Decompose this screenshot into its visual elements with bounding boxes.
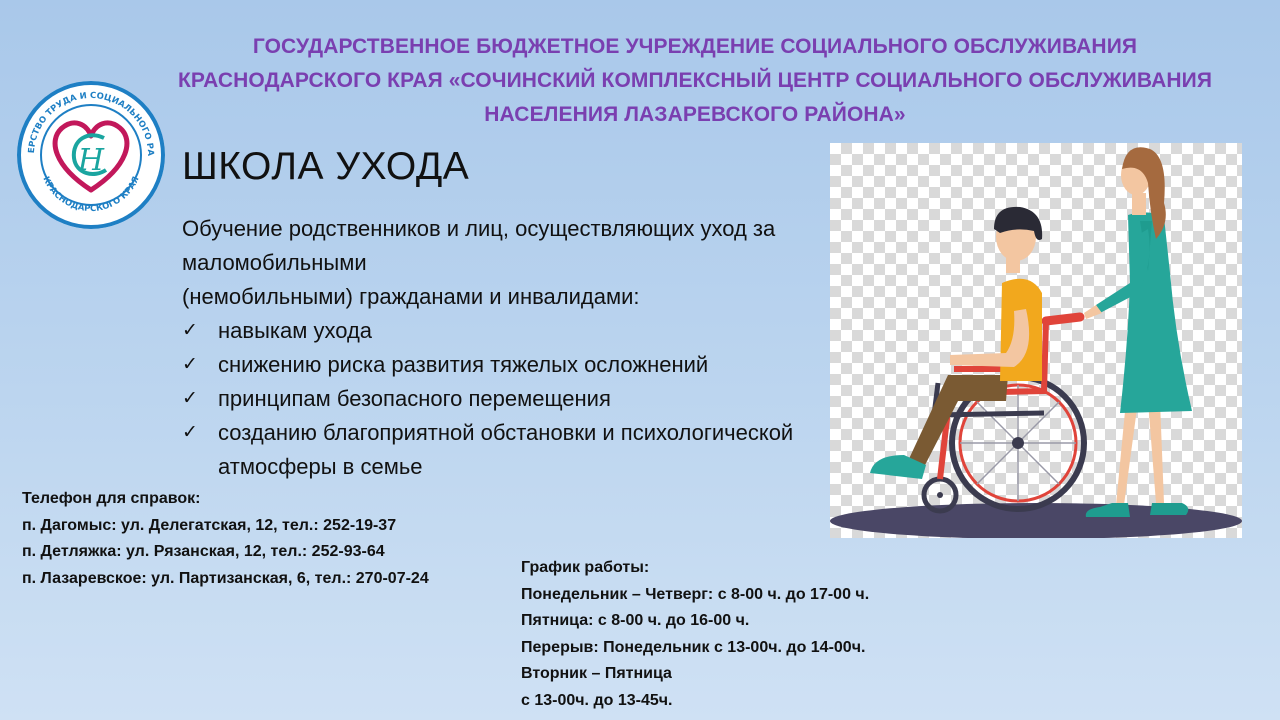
intro-text	[182, 212, 862, 314]
contact-item: п. Дагомыс: ул. Делегатская, 12, тел.: 252-19-37	[22, 516, 397, 534]
page-title: ШКОЛА УХОДА	[182, 145, 470, 188]
intro-line-3: (немобильными) гражданами и инвалидами:	[182, 284, 640, 309]
ministry-logo-icon	[14, 78, 168, 232]
contacts-heading: Телефон для справок:	[22, 490, 201, 507]
list-item	[182, 314, 882, 348]
intro-line-1: Обучение родственников и лиц, осуществляющих уход за	[182, 216, 776, 241]
schedule-block	[521, 555, 869, 714]
svg-text:Н: Н	[77, 143, 105, 178]
header-line-2: КРАСНОДАРСКОГО КРАЯ «СОЧИНСКИЙ КОМПЛЕКСНЫЙ ЦЕНТР СОЦИАЛЬНОГО ОБСЛУЖИВАНИЯ	[177, 69, 1213, 92]
list-item	[182, 382, 882, 416]
schedule-item: Перерыв: Понедельник с 13-00ч. до 14-00ч.	[521, 638, 866, 656]
contacts-block	[22, 486, 429, 592]
list-item	[182, 348, 882, 382]
list-item-text: атмосферы в семье	[218, 454, 423, 479]
check-icon: ✓	[182, 354, 198, 375]
check-icon: ✓	[182, 388, 198, 409]
header-line-3: НАСЕЛЕНИЯ ЛАЗАРЕВСКОГО РАЙОНА»	[484, 103, 906, 126]
svg-text:КРАСНОДАРСКОГО КРАЯ: КРАСНОДАРСКОГО КРАЯ	[40, 175, 142, 215]
schedule-item: Пятница: с 8-00 ч. до 16-00 ч.	[521, 612, 750, 629]
list-item	[182, 416, 882, 450]
check-icon: ✓	[182, 320, 198, 341]
schedule-item: Вторник – Пятница	[521, 665, 672, 682]
topics-list	[182, 314, 882, 484]
schedule-item: с 13-00ч. до 13-45ч.	[521, 691, 673, 709]
header-line-1: ГОСУДАРСТВЕННОЕ БЮДЖЕТНОЕ УЧРЕЖДЕНИЕ СОЦИАЛЬНОГО ОБСЛУЖИВАНИЯ	[252, 35, 1138, 58]
check-icon: ✓	[182, 422, 198, 443]
schedule-heading: График работы:	[521, 559, 650, 576]
contact-item: п. Лазаревское: ул. Партизанская, 6, тел.: 270-07-24	[22, 569, 429, 587]
list-item-text: созданию благоприятной обстановки и психологической	[218, 420, 794, 445]
caregiver-wheelchair-illustration-icon	[830, 143, 1242, 538]
organization-header	[120, 30, 1270, 132]
svg-text:МИНИСТЕРСТВО ТРУДА И СОЦИАЛЬНО: ЕРСТВО ТРУДА И СОЦИАЛЬНОГО РА	[26, 90, 156, 157]
intro-line-2: маломобильными	[182, 250, 367, 275]
list-item-text: снижению риска развития тяжелых осложнений	[218, 352, 709, 377]
list-item-text: принципам безопасного перемещения	[218, 386, 611, 411]
contact-item: п. Детляжка: ул. Рязанская, 12, тел.: 252-93-64	[22, 543, 385, 560]
schedule-item: Понедельник – Четверг: с 8-00 ч. до 17-00 ч.	[521, 585, 870, 603]
list-item-continuation	[182, 450, 882, 484]
list-item-text: навыкам ухода	[218, 318, 373, 343]
